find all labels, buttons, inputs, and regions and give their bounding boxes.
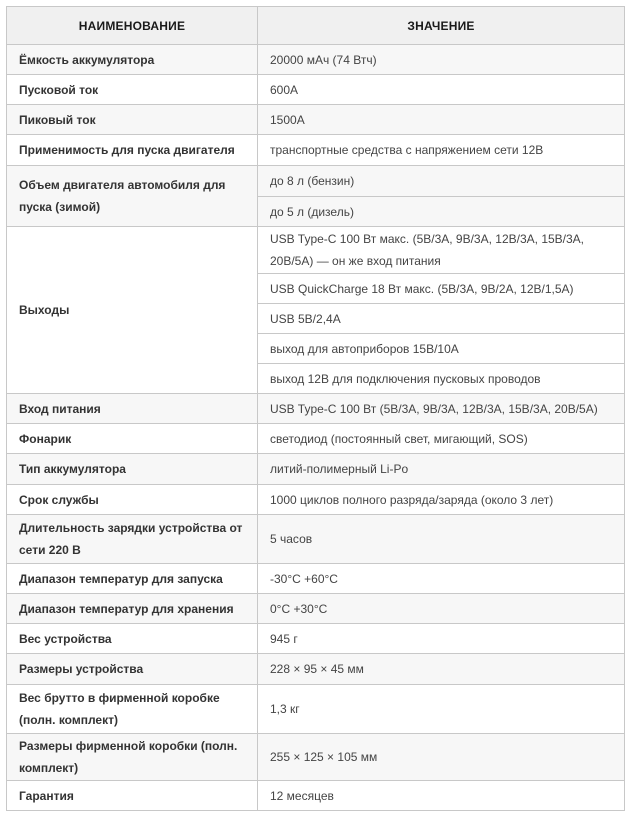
spec-name: Срок службы (7, 485, 258, 515)
table-row (7, 394, 625, 424)
spec-value: 20000 мАч (74 Втч) (258, 45, 625, 75)
spec-name: Вход питания (7, 394, 258, 424)
spec-value: USB QuickCharge 18 Вт макс. (5В/3А, 9В/2А, 12В/1,5А) (258, 274, 625, 304)
spec-name: Размеры устройства (7, 654, 258, 685)
table-row (7, 227, 625, 274)
spec-name: Длительность зарядки устройства от сети 220 В (7, 515, 258, 564)
header-value: ЗНАЧЕНИЕ (258, 7, 625, 45)
header-row (7, 7, 625, 45)
spec-value: 945 г (258, 624, 625, 654)
table-row (7, 734, 625, 781)
table-row (7, 781, 625, 811)
spec-value: 1000 циклов полного разряда/заряда (около 3 лет) (258, 485, 625, 515)
spec-value: USB 5В/2,4А (258, 304, 625, 334)
spec-value: 12 месяцев (258, 781, 625, 811)
spec-value: до 8 л (бензин) (258, 166, 625, 197)
spec-value: транспортные средства с напряжением сети 12В (258, 135, 625, 166)
spec-name: Гарантия (7, 781, 258, 811)
spec-table-body (7, 45, 625, 811)
spec-name: Выходы (7, 227, 258, 394)
spec-name: Тип аккумулятора (7, 454, 258, 485)
table-row (7, 45, 625, 75)
spec-name: Диапазон температур для запуска (7, 564, 258, 594)
spec-value: выход 12В для подключения пусковых проводов (258, 364, 625, 394)
spec-value: выход для автоприборов 15В/10А (258, 334, 625, 364)
spec-name: Ёмкость аккумулятора (7, 45, 258, 75)
table-row (7, 685, 625, 734)
spec-name: Вес брутто в фирменной коробке (полн. комплект) (7, 685, 258, 734)
spec-name: Объем двигателя автомобиля для пуска (зимой) (7, 166, 258, 227)
spec-name: Диапазон температур для хранения (7, 594, 258, 624)
table-row (7, 135, 625, 166)
spec-name: Пусковой ток (7, 75, 258, 105)
table-row (7, 594, 625, 624)
spec-name: Пиковый ток (7, 105, 258, 135)
spec-value: 228 × 95 × 45 мм (258, 654, 625, 685)
spec-table (6, 6, 625, 811)
table-row (7, 424, 625, 454)
spec-value: 1,3 кг (258, 685, 625, 734)
table-row (7, 75, 625, 105)
table-row (7, 454, 625, 485)
spec-name: Вес устройства (7, 624, 258, 654)
header-name: НАИМЕНОВАНИЕ (7, 7, 258, 45)
table-row (7, 166, 625, 197)
table-row (7, 654, 625, 685)
table-row (7, 485, 625, 515)
spec-value: светодиод (постоянный свет, мигающий, SOS) (258, 424, 625, 454)
spec-value: 600А (258, 75, 625, 105)
spec-value: USB Type-C 100 Вт (5В/3А, 9В/3А, 12В/3А, 15В/3А, 20В/5А) (258, 394, 625, 424)
table-row (7, 564, 625, 594)
spec-value: до 5 л (дизель) (258, 197, 625, 227)
spec-value: 255 × 125 × 105 мм (258, 734, 625, 781)
spec-value: 1500А (258, 105, 625, 135)
spec-value: -30°C +60°C (258, 564, 625, 594)
spec-value: 5 часов (258, 515, 625, 564)
table-row (7, 515, 625, 564)
spec-value: литий-полимерный Li-Po (258, 454, 625, 485)
table-row (7, 624, 625, 654)
spec-name: Применимость для пуска двигателя (7, 135, 258, 166)
spec-value: 0°C +30°C (258, 594, 625, 624)
table-row (7, 105, 625, 135)
spec-name: Фонарик (7, 424, 258, 454)
spec-value: USB Type-C 100 Вт макс. (5В/3А, 9В/3А, 12В/3А, 15В/3А, 20В/5А) — он же вход питания (258, 227, 625, 274)
spec-name: Размеры фирменной коробки (полн. комплект) (7, 734, 258, 781)
